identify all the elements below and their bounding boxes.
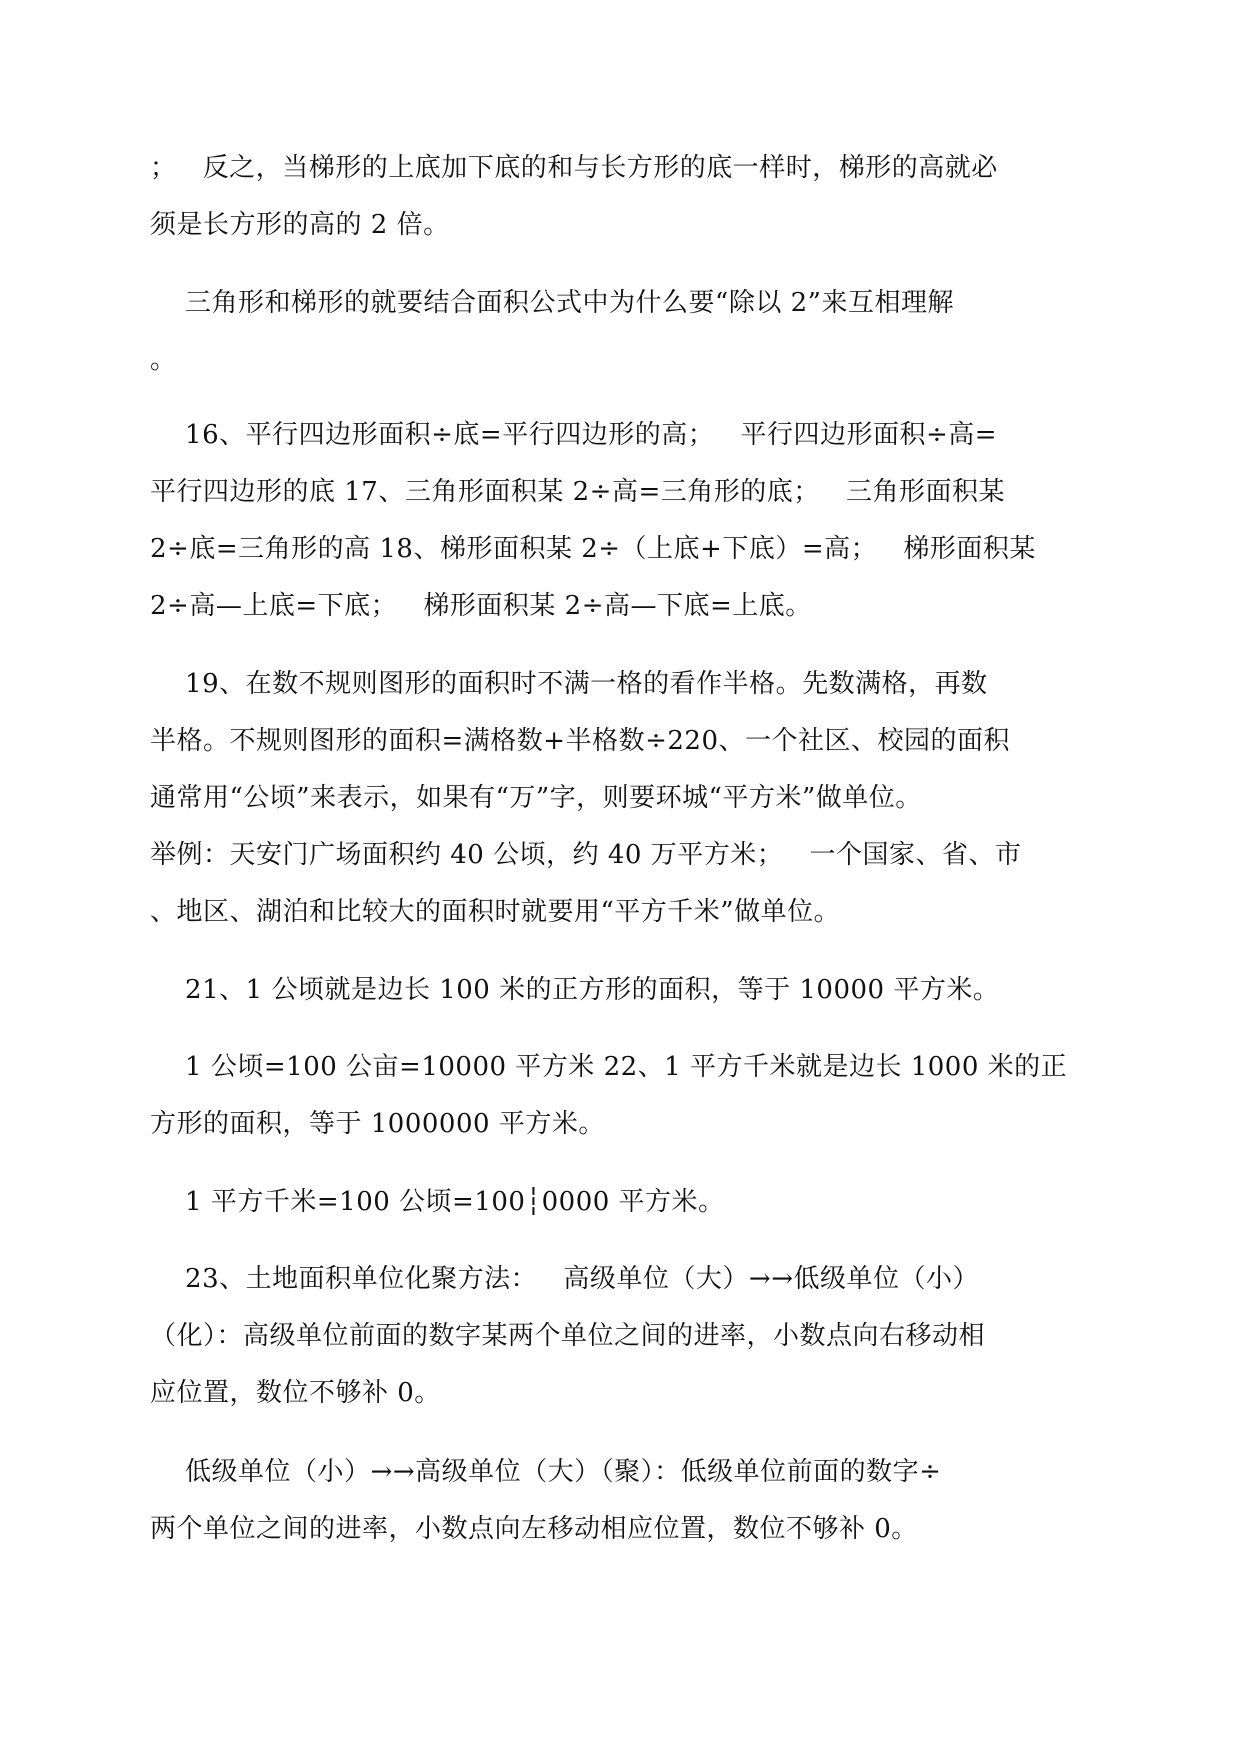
text-line: 通常用“公顷”来表示，如果有“万”字，则要环城“平方米”做单位。 bbox=[150, 783, 922, 813]
text-line: ； 反之，当梯形的上底加下底的和与长方形的底一样时，梯形的高就必 bbox=[150, 153, 998, 183]
text-line: 21、1 公顷就是边长 100 米的正方形的面积，等于 10000 平方米。 bbox=[150, 975, 1000, 1005]
text-line: 19、在数不规则图形的面积时不满一格的看作半格。先数满格，再数 bbox=[150, 669, 988, 699]
text-line: 。 bbox=[150, 345, 177, 375]
text-line: 三角形和梯形的就要结合面积公式中为什么要“除以 2”来互相理解 bbox=[150, 288, 954, 318]
text-line: 23、土地面积单位化聚方法： 高级单位（大）→→低级单位（小） bbox=[150, 1264, 980, 1294]
text-line: 举例：天安门广场面积约 40 公顷，约 40 万平方米； 一个国家、省、市 bbox=[150, 840, 1022, 870]
text-line: 1 公顷=100 公亩=10000 平方米 22、1 平方千米就是边长 1000 米的正 bbox=[150, 1052, 1068, 1082]
text-line: 低级单位（小）→→高级单位（大）（聚）：低级单位前面的数字÷ bbox=[150, 1457, 942, 1487]
text-line: 两个单位之间的进率，小数点向左移动相应位置，数位不够补 0。 bbox=[150, 1514, 918, 1544]
text-line: 须是长方形的高的 2 倍。 bbox=[150, 210, 450, 240]
text-line: 、地区、湖泊和比较大的面积时就要用“平方千米”做单位。 bbox=[150, 897, 841, 927]
text-line: （化）：高级单位前面的数字某两个单位之间的进率，小数点向右移动相 bbox=[150, 1321, 986, 1351]
text-line: 半格。不规则图形的面积=满格数+半格数÷220、一个社区、校园的面积 bbox=[150, 726, 1010, 756]
text-line: 16、平行四边形面积÷底=平行四边形的高； 平行四边形面积÷高= bbox=[150, 420, 998, 450]
text-line: 2÷高—上底=下底； 梯形面积某 2÷高—下底=上底。 bbox=[150, 591, 812, 621]
text-line: 2÷底=三角形的高 18、梯形面积某 2÷（上底+下底）=高； 梯形面积某 bbox=[150, 534, 1036, 564]
text-line: 应位置，数位不够补 0。 bbox=[150, 1378, 441, 1408]
text-line: 方形的面积，等于 1000000 平方米。 bbox=[150, 1109, 605, 1139]
text-line: 1 平方千米=100 公顷=100┆0000 平方米。 bbox=[150, 1187, 725, 1217]
text-line: 平行四边形的底 17、三角形面积某 2÷高=三角形的底； 三角形面积某 bbox=[150, 477, 1006, 507]
